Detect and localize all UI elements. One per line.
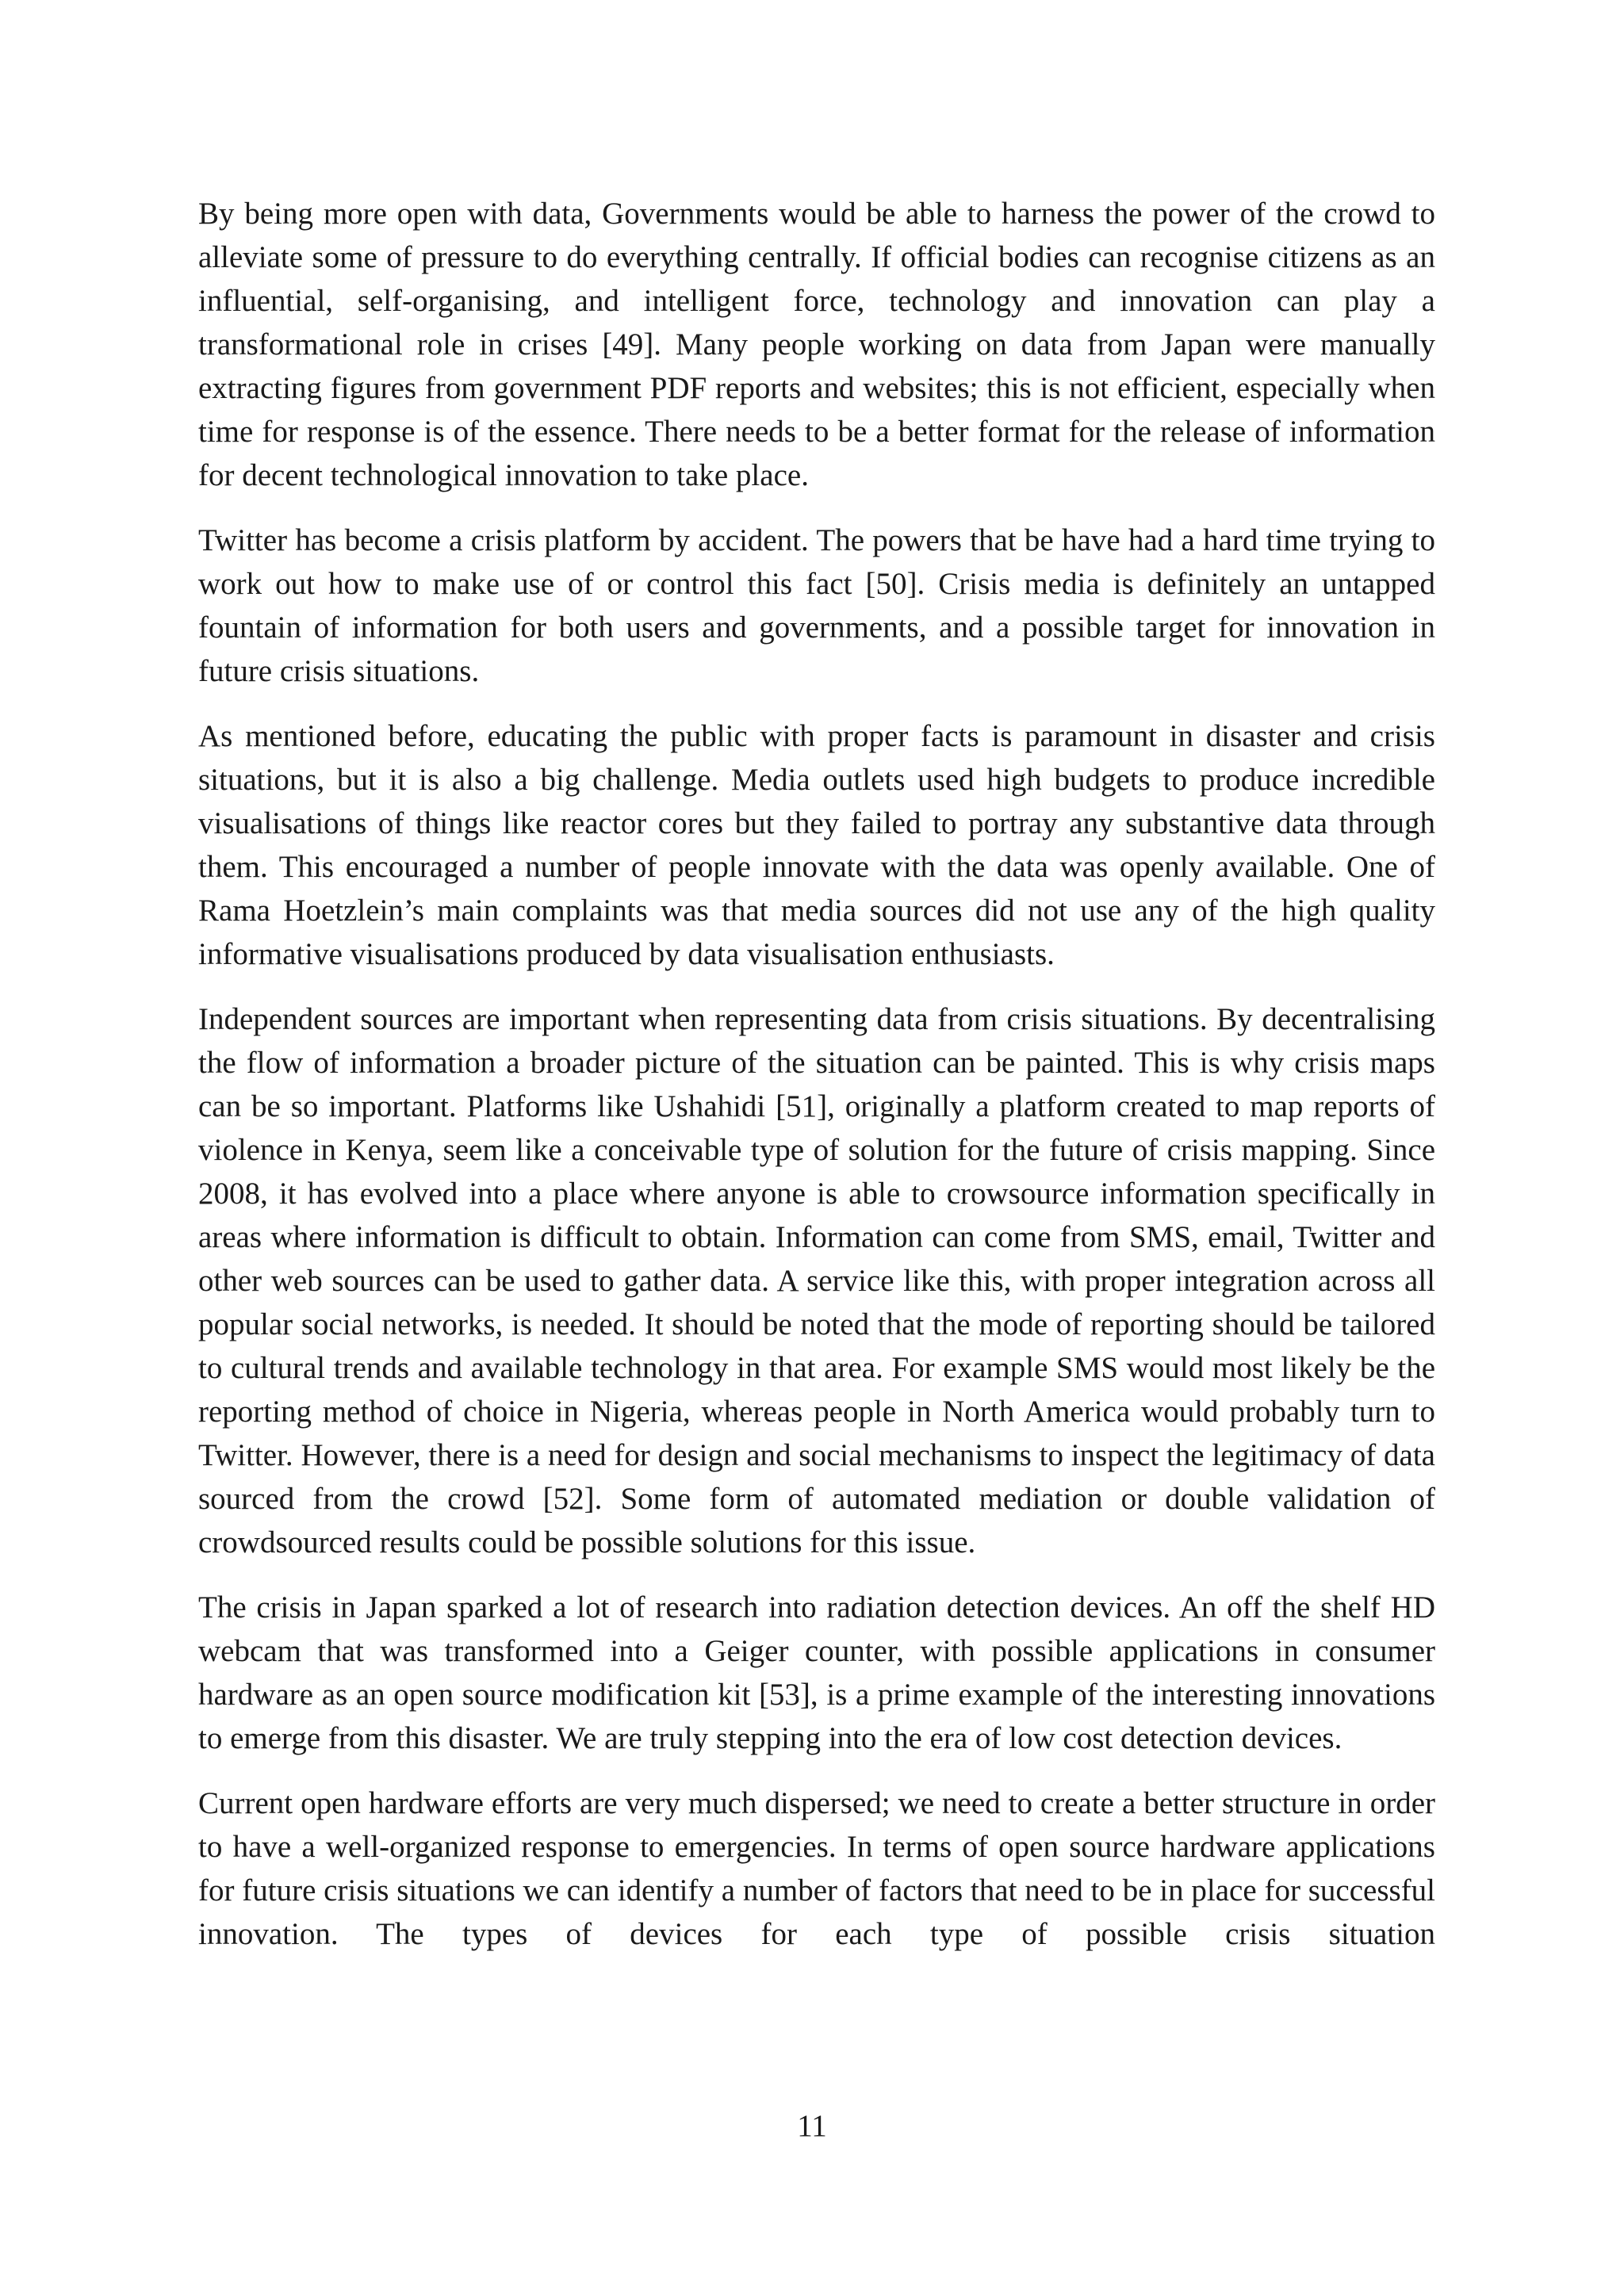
paragraph-open-data: By being more open with data, Governments would be able to harness the power of the crowd to alleviate some of pressure to do everything centrally. If official bodies can recognise citizens as an influential, self-organising, and intelligent force, technology and innovation can play a transformational role in crises [49]. Many people working on data from Japan were manually extracting figures from government PDF reports and websites; this is not efficient, especially when time for response is of the essence. There needs to be a better format for the release of information for decent technological innovation to take place.	[198, 197, 1435, 492]
paragraph-independent-sources: Independent sources are important when representing data from crisis situations. By decentralising the flow of information a broader picture of the situation can be painted. This is why crisis maps can be so important. Platforms like Ushahidi [51], originally a platform created to map reports of violence in Kenya, seem like a conceivable type of solution for the future of crisis mapping. Since 2008, it has evolved into a place where anyone is able to crowsource information specifically in areas where information is difficult to obtain. Information can come from SMS, email, Twitter and other web sources can be used to gather data. A service like this, with proper integration across all popular social networks, is needed. It should be noted that the mode of reporting should be tailored to cultural trends and available technology in that area. For example SMS would most likely be the reporting method of choice in Nigeria, whereas people in North America would probably turn to Twitter. However, there is a need for design and social mechanisms to inspect the legitimacy of data sourced from the crowd [52]. Some form of automated mediation or double validation of crowdsourced results could be possible solutions for this issue.	[198, 1002, 1435, 1559]
paragraph-educating-public: As mentioned before, educating the public with proper facts is paramount in disaster and crisis situations, but it is also a big challenge. Media outlets used high budgets to produce incredible visualisations of things like reactor cores but they failed to portray any substantive data through them. This encouraged a number of people innovate with the data was openly available. One of Rama Hoetzlein’s main complaints was that media sources did not use any of the high quality informative visualisations produced by data visualisation enthusiasts.	[198, 719, 1435, 971]
body-text	[198, 192, 1435, 1977]
paragraph-twitter: Twitter has become a crisis platform by accident. The powers that be have had a hard time trying to work out how to make use of or control this fact [50]. Crisis media is definitely an untapped fountain of information for both users and governments, and a possible target for innovation in future crisis situations.	[198, 523, 1435, 688]
paragraph-open-hardware: Current open hardware efforts are very much dispersed; we need to create a better structure in order to have a well-organized response to emergencies. In terms of open source hardware applications for future crisis situations we can identify a number of factors that need to be in place for successful innovation. The types of devices for each type of possible crisis situation	[198, 1786, 1435, 1951]
page-number: 11	[797, 2109, 827, 2143]
paragraph-radiation-detection: The crisis in Japan sparked a lot of research into radiation detection devices. An off the shelf HD webcam that was transformed into a Geiger counter, with possible applications in consumer hardware as an open source modification kit [53], is a prime example of the interesting innovations to emerge from this disaster. We are truly stepping into the era of low cost detection devices.	[198, 1590, 1435, 1755]
